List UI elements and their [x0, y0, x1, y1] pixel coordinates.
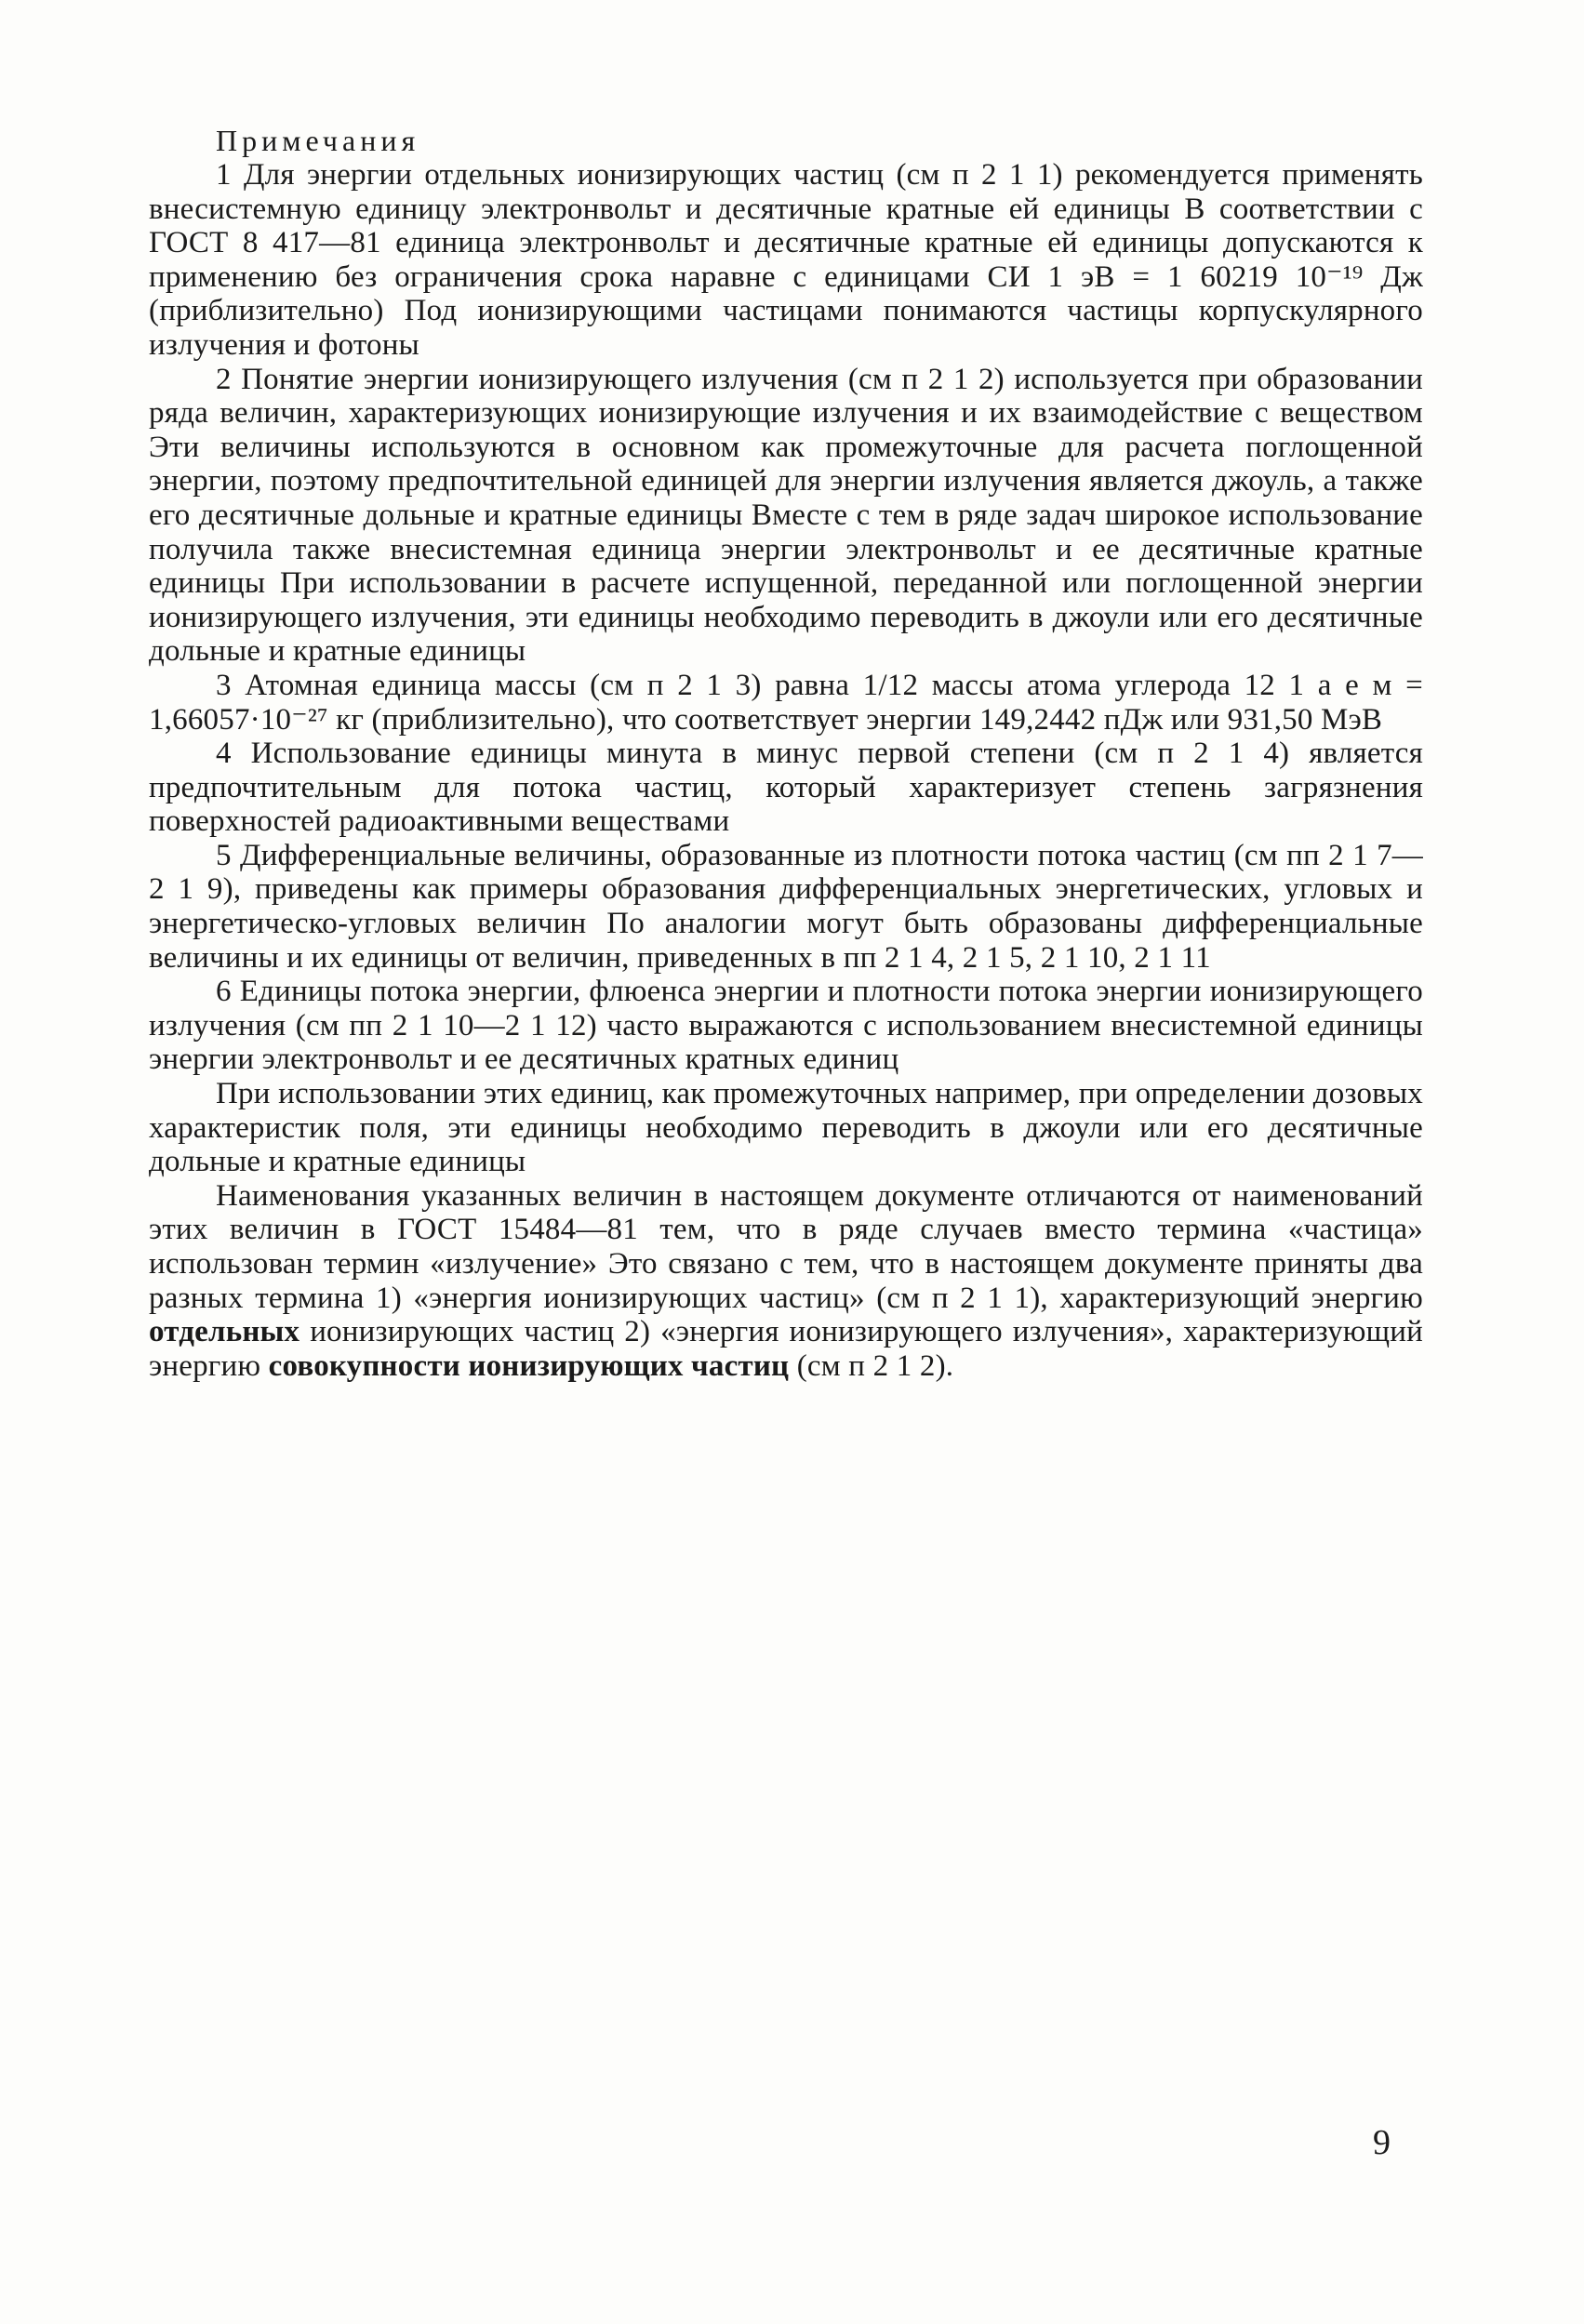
note-terminology-bold-1: отдельных	[149, 1315, 300, 1349]
note-6: 6 Единицы потока энергии, флюенса энергии и плотности потока энергии ионизирующего излучения (см пп 2 1 10—2 1 12) часто выражаются с использованием внесистемной единицы энергии электронвольт и ее десятичных кратных единиц	[149, 975, 1423, 1077]
note-6-continuation: При использовании этих единиц, как промежуточных например, при определении дозовых характеристик поля, эти единицы необходимо переводить в джоули или его десятичные дольные и кратные единицы	[149, 1077, 1423, 1179]
note-5: 5 Дифференциальные величины, образованные из плотности потока частиц (см пп 2 1 7—2 1 9), приведены как примеры образования дифференциальных энергетических, угловых и энергетическо-угловых величин По аналогии могут быть образованы дифференциальные величины и их единицы от величин, приведенных в пп 2 1 4, 2 1 5, 2 1 10, 2 1 11	[149, 838, 1423, 975]
notes-heading: Примечания	[216, 124, 420, 157]
note-terminology-text-1: Наименования указанных величин в настоящем документе отличаются от наименований этих величин в ГОСТ 15484—81 тем, что в ряде случаев вместо термина «частица» использован термин «излучение» Это связано с тем, что в настоящем документе приняты два разных термина 1) «энергия ионизирующих частиц» (см п 2 1 1), характеризующий энергию	[149, 1178, 1423, 1315]
note-terminology-bold-2: совокупности ионизирующих частиц	[268, 1348, 790, 1383]
note-2: 2 Понятие энергии ионизирующего излучения (см п 2 1 2) используется при образовании ряда величин, характеризующих ионизирующие излучения и их взаимодействие с веществом Эти величины используются в основном как промежуточные для расчета поглощенной энергии, поэтому предпочтительной единицей для энергии излучения является джоуль, а также его десятичные дольные и кратные единицы Вместе с тем в ряде задач широкое использование получила также внесистемная единица энергии электронвольт и ее десятичные кратные единицы При использовании в расчете испущенной, переданной или поглощенной энергии ионизирующего излучения, эти единицы необходимо переводить в джоули или его десятичные дольные и кратные единицы	[149, 362, 1423, 669]
notes-section	[149, 123, 1423, 1383]
note-1: 1 Для энергии отдельных ионизирующих частиц (см п 2 1 1) рекомендуется применять внесистемную единицу электронвольт и десятичные кратные ей единицы В соответствии с ГОСТ 8 417—81 единица электронвольт и десятичные кратные ей единицы допускаются к применению без ограничения срока наравне с единицами СИ 1 эВ = 1 60219 10⁻¹⁹ Дж (приблизительно) Под ионизирующими частицами понимаются частицы корпускулярного излучения и фотоны	[149, 158, 1423, 362]
note-terminology-text-2: ионизирующих частиц 2) «энергия ионизирующего излучения», характеризующий энергию	[149, 1315, 1423, 1383]
note-terminology-text-3: (см п 2 1 2).	[789, 1348, 954, 1383]
note-4: 4 Использование единицы минута в минус первой степени (см п 2 1 4) является предпочтительным для потока частиц, который характеризует степень загрязнения поверхностей радиоактивными веществами	[149, 737, 1423, 839]
page-number: 9	[1373, 2123, 1391, 2162]
note-terminology	[149, 1179, 1423, 1384]
note-3: 3 Атомная единица массы (см п 2 1 3) равна 1/12 массы атома углерода 12 1 а е м = 1,66057·10⁻²⁷ кг (приблизительно), что соответствует энергии 149,2442 пДж или 931,50 МэВ	[149, 668, 1423, 737]
